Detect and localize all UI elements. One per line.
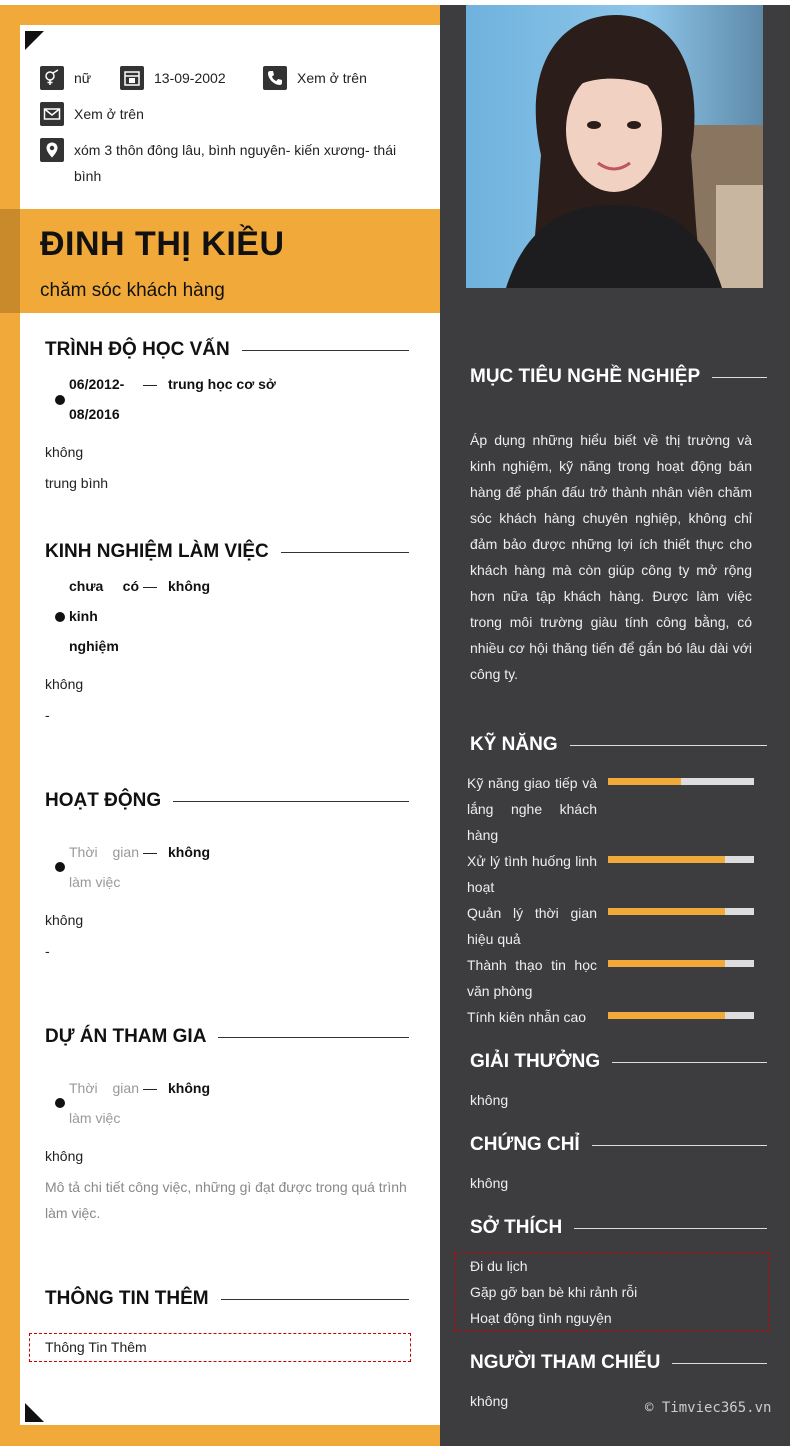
experience-time: chưa có kinh nghiệm — [69, 578, 139, 654]
email-value: Xem ở trên — [74, 106, 144, 122]
gender-icon — [40, 66, 64, 90]
address-row — [40, 138, 400, 189]
skill-bar — [608, 778, 754, 785]
hobby-item: Hoạt động tình nguyện — [470, 1310, 612, 1326]
location-pin-icon — [40, 138, 64, 162]
calendar-icon — [120, 66, 144, 90]
phone-value: Xem ở trên — [297, 70, 367, 86]
timeline-bullet — [55, 1098, 65, 1108]
email-row — [40, 102, 144, 126]
skill-name: Xử lý tình huống linh hoạt — [467, 853, 597, 895]
timeline-dash: — — [143, 844, 157, 860]
skill-bar-fill — [608, 908, 725, 915]
skills-title: KỸ NĂNG — [470, 734, 767, 756]
skill-bar — [608, 1012, 754, 1019]
hobby-item: Đi du lịch — [470, 1258, 528, 1274]
envelope-icon — [40, 102, 64, 126]
awards-title: GIẢI THƯỞNG — [470, 1051, 767, 1073]
references-content: không — [470, 1393, 509, 1409]
projects-role: không — [45, 1148, 84, 1164]
skill-bar-fill — [608, 1012, 725, 1019]
gender-row — [40, 66, 91, 90]
activities-desc: - — [45, 943, 50, 959]
projects-title: DỰ ÁN THAM GIA — [45, 1026, 409, 1048]
skill-bar — [608, 856, 754, 863]
name-band-tab — [0, 209, 20, 313]
experience-desc: - — [45, 707, 50, 723]
education-date: 06/2012- 08/2016 — [69, 376, 125, 422]
activities-title: HOẠT ĐỘNG — [45, 790, 409, 812]
phone-row — [263, 66, 367, 90]
skill-name: Quản lý thời gian hiệu quả — [467, 905, 597, 947]
extra-content: Thông Tin Thêm — [45, 1339, 147, 1355]
projects-time: Thời gian làm việc — [69, 1080, 139, 1126]
extra-title: THÔNG TIN THÊM — [45, 1288, 409, 1310]
projects-desc: Mô tả chi tiết công việc, những gì đạt được trong quá trình làm việc. — [45, 1179, 407, 1221]
skill-bar-fill — [608, 856, 725, 863]
timeline-dash: — — [143, 578, 157, 594]
skill-bar — [608, 960, 754, 967]
hobby-item: Gặp gỡ bạn bè khi rảnh rỗi — [470, 1284, 638, 1300]
certificates-content: không — [470, 1175, 509, 1191]
education-school: trung học cơ sở — [168, 376, 276, 392]
skill-name: Thành thạo tin học văn phòng — [467, 957, 597, 999]
profile-photo — [466, 5, 763, 288]
references-title: NGƯỜI THAM CHIẾU — [470, 1352, 767, 1374]
skill-name: Kỹ năng giao tiếp và lắng nghe khách hàng — [467, 775, 597, 843]
corner-triangle-top — [25, 31, 44, 50]
experience-title: KINH NGHIỆM LÀM VIỆC — [45, 541, 409, 563]
objective-title: MỤC TIÊU NGHỀ NGHIỆP — [470, 366, 767, 388]
certificates-title: CHỨNG CHỈ — [470, 1134, 767, 1156]
activities-time: Thời gian làm việc — [69, 844, 139, 890]
skill-name: Tính kiên nhẫn cao — [467, 1009, 587, 1025]
education-title: TRÌNH ĐỘ HỌC VẤN — [45, 339, 409, 361]
watermark: © Timviec365.vn — [645, 1400, 772, 1416]
timeline-dash: — — [143, 1080, 157, 1096]
birthday-row — [120, 66, 226, 90]
timeline-bullet — [55, 612, 65, 622]
candidate-position: chăm sóc khách hàng — [40, 280, 225, 301]
hobbies-title: SỞ THÍCH — [470, 1217, 767, 1239]
activities-org: không — [168, 844, 210, 860]
timeline-bullet — [55, 395, 65, 405]
corner-triangle-bottom — [25, 1403, 44, 1422]
extra-box[interactable] — [29, 1333, 411, 1362]
timeline-dash: — — [143, 376, 157, 392]
phone-icon — [263, 66, 287, 90]
address-value: xóm 3 thôn đông lâu, bình nguyên- kiến xương- thái bình — [74, 142, 397, 184]
activities-role: không — [45, 912, 84, 928]
objective-text: Áp dụng những hiểu biết về thị trường và kinh nghiệm, kỹ năng trong hoạt động bán hàng để phấn đấu trở thành nhân viên chăm sóc khách hàng chuyên nghiệp, không chỉ đảm bảo được những lợi ích thiết thực cho khách hàng mà còn giúp công ty mở rộng hơn nữa tập khách hàng. Được làm việc trong môi trường giàu tính công bằng, có nhiều cơ hội thăng tiến để gắn bó lâu dài với công ty. — [470, 432, 752, 682]
education-major: không — [45, 444, 84, 460]
skill-bar-fill — [608, 960, 725, 967]
education-grade: trung bình — [45, 475, 109, 491]
birthday-value: 13-09-2002 — [154, 70, 226, 86]
timeline-bullet — [55, 862, 65, 872]
awards-content: không — [470, 1092, 509, 1108]
candidate-name: ĐINH THỊ KIỀU — [40, 225, 285, 263]
projects-name: không — [168, 1080, 210, 1096]
experience-company: không — [168, 578, 210, 594]
skill-bar-fill — [608, 778, 681, 785]
experience-role: không — [45, 676, 84, 692]
skill-bar — [608, 908, 754, 915]
gender-value: nữ — [74, 70, 92, 86]
